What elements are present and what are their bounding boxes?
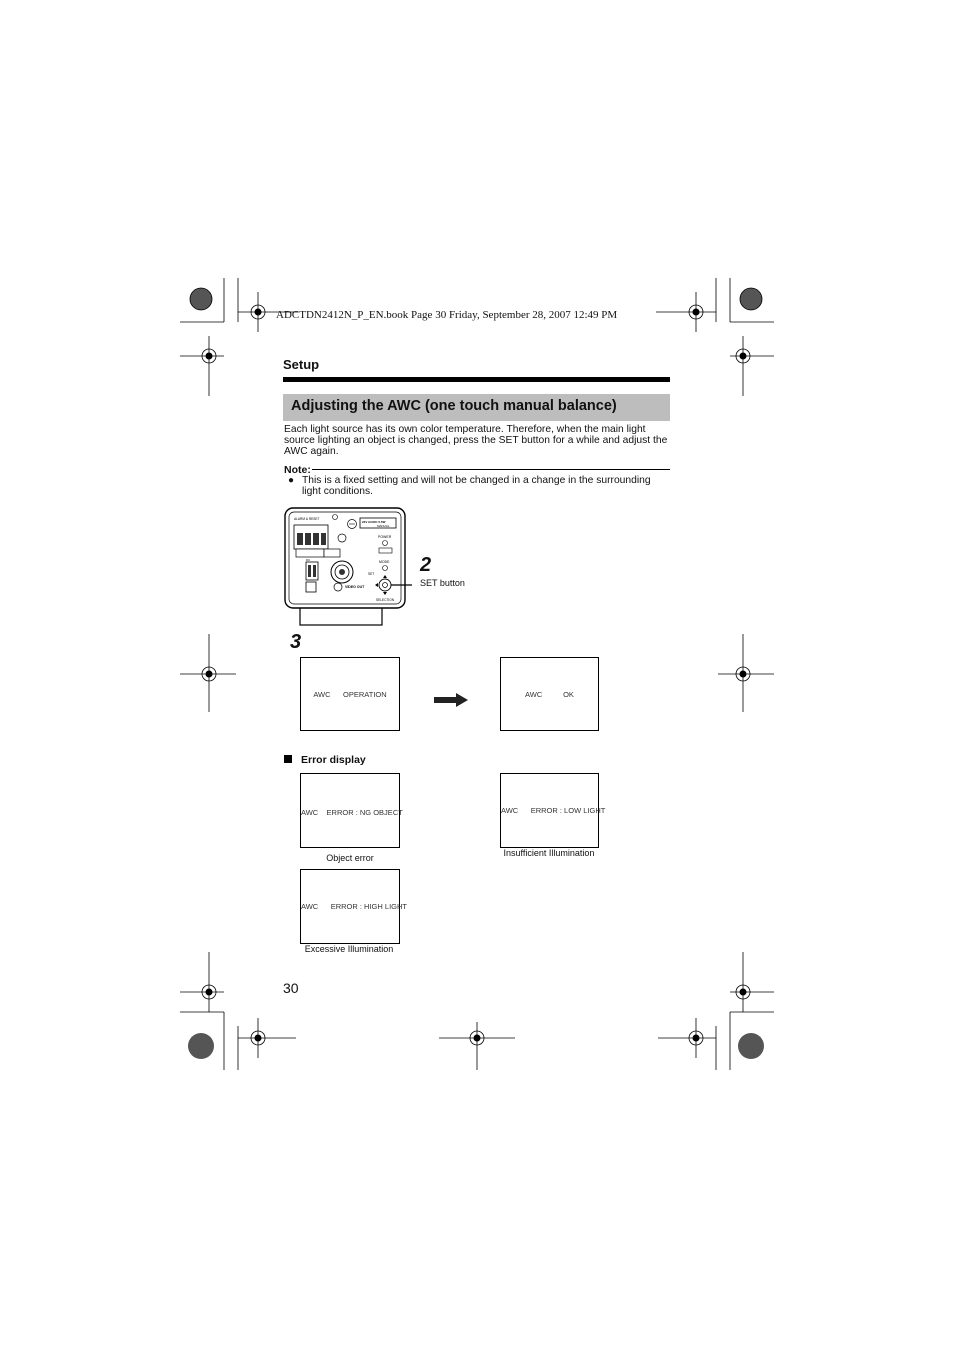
section-rule [283, 377, 670, 382]
alarm-terminal-label: ALARM & RESET [294, 517, 320, 521]
screen-error-ng-object [300, 773, 403, 848]
step-2-number: 2 [420, 554, 432, 576]
mode-label: MODE [379, 560, 390, 564]
error-display-heading-text: Error display [301, 754, 366, 766]
caption-excessive-illumination: Excessive Illumination [304, 944, 394, 954]
manual-label: MANUAL [377, 524, 390, 528]
intro-paragraph: Each light source has its own color temperature. Therefore, when the main light source lighting an object is changed, press the SET button for a while and adjust the AWC again. [284, 424, 668, 457]
crop-mark-bottom-center-icon [437, 1022, 517, 1072]
page-title: Adjusting the AWC (one touch manual balance) [291, 398, 617, 414]
screen-awc-ok [500, 657, 599, 731]
crop-mark-top-right-icon [654, 278, 774, 398]
screen-error-low-light-text: AWC ERROR : LOW LIGHT [501, 806, 606, 815]
page-number: 30 [283, 980, 299, 996]
screen-error-high-light [300, 869, 407, 944]
camera-rear-panel-diagram [282, 505, 412, 630]
error-display-heading [284, 754, 366, 766]
note-label: Note: [284, 464, 311, 476]
rating-plate-label: 24V AC/DC 5.5W [362, 520, 386, 524]
caption-object-error: Object error [326, 853, 374, 863]
screen-awc-operation [300, 657, 400, 731]
square-bullet-icon [284, 755, 292, 763]
crop-mark-middle-left-icon [180, 634, 240, 714]
screen-error-high-light-text: AWC ERROR : HIGH LIGHT [301, 902, 407, 911]
caption-insufficient-illumination: Insufficient Illumination [503, 848, 595, 858]
crop-mark-middle-right-icon [714, 634, 774, 714]
screen-error-low-light [500, 773, 606, 848]
note-bullet: ● [288, 475, 295, 486]
selection-label: SELECTION [376, 598, 395, 602]
set-label-small: SET [368, 572, 375, 576]
crop-mark-top-left-icon [180, 278, 300, 398]
section-label: Setup [283, 357, 320, 372]
dc-label: DC [306, 558, 311, 562]
title-bar [283, 394, 670, 421]
step-3-number: 3 [290, 631, 302, 653]
note-rule [312, 469, 670, 470]
note-text: This is a fixed setting and will not be changed in a change in the surrounding light conditions. [302, 475, 651, 497]
screen-awc-ok-text: AWC OK [525, 690, 574, 699]
crop-mark-bottom-right-icon [654, 952, 774, 1072]
screen-error-ng-object-text: AWC ERROR : NG OBJECT [301, 808, 403, 817]
arrow-right-icon [432, 692, 470, 708]
crop-mark-bottom-left-icon [180, 952, 300, 1072]
power-label: POWER [378, 535, 392, 539]
set-button-label: SET button [420, 578, 465, 588]
video-out-label: VIDEO OUT [345, 585, 365, 589]
file-info-header: ADCTDN2412N_P_EN.book Page 30 Friday, September 28, 2007 12:49 PM [276, 309, 618, 321]
screen-awc-operation-text: AWC OPERATION [313, 690, 387, 699]
